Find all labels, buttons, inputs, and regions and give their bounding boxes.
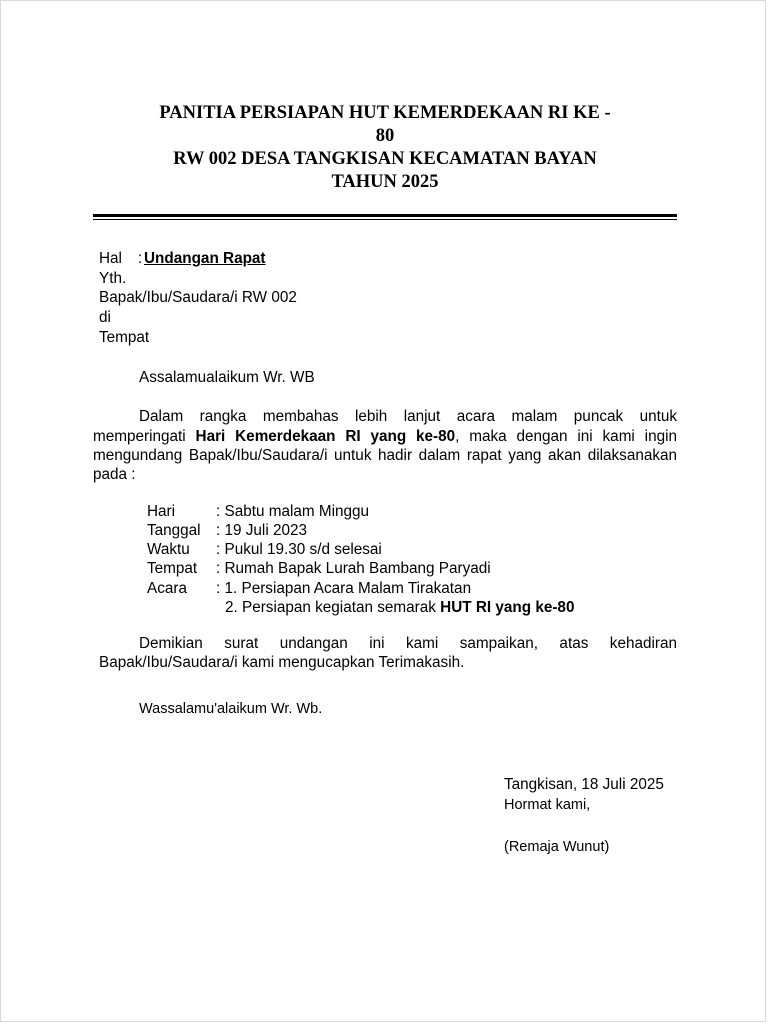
subject-value: Undangan Rapat [144,250,266,267]
header-line-3: RW 002 DESA TANGKISAN KECAMATAN BAYAN [173,149,597,169]
body-line-2 [93,427,677,447]
detail-tanggal-value: : 19 Juli 2023 [216,522,307,539]
body-line-3: mengundang Bapak/Ibu/Saudara/i untuk hadir dalam rapat yang akan dilaksanakan [93,447,677,464]
addressee-place: Tempat [99,329,150,346]
header-divider-thin [93,219,677,220]
body-line-4: pada : [93,466,136,483]
signature-place-date: Tangkisan, 18 Juli 2025 [504,776,664,793]
signature-name: (Remaja Wunut) [504,839,610,855]
body-line-2-bold: Hari Kemerdekaan RI yang ke-80 [195,428,456,445]
detail-hari-value: : Sabtu malam Minggu [216,503,370,520]
header-line-1: PANITIA PERSIAPAN HUT KEMERDEKAAN RI KE - [159,103,611,123]
body-line-2-post: , maka dengan ini kami ingin [455,428,678,445]
detail-tempat-value: : Rumah Bapak Lurah Bambang Paryadi [216,560,491,577]
detail-acara-label: Acara [147,580,187,597]
header-line-4: TAHUN 2025 [331,172,439,192]
body-line-2-pre: memperingati [93,428,196,445]
closing-line-1: Demikian surat undangan ini kami sampaikan, atas kehadiran [139,635,677,652]
detail-waktu-label: Waktu [147,541,190,558]
detail-waktu-value: : Pukul 19.30 s/d selesai [216,541,382,558]
subject-label: Hal [99,250,122,267]
subject-colon: : [138,250,143,267]
greeting: Assalamualaikum Wr. WB [139,369,315,386]
detail-tempat-label: Tempat [147,560,198,577]
body-line-1: Dalam rangka membahas lebih lanjut acara malam puncak untuk [139,408,677,425]
detail-hari-label: Hari [147,503,176,520]
detail-acara-item-2 [225,598,574,618]
detail-acara-value: : 1. Persiapan Acara Malam Tirakatan [216,580,472,597]
farewell: Wassalamu'alaikum Wr. Wb. [139,701,323,717]
addressee-recipient: Bapak/Ibu/Saudara/i RW 002 [99,289,297,306]
detail-tanggal-label: Tanggal [147,522,201,539]
header-line-2: 80 [375,126,395,146]
addressee-yth: Yth. [99,270,127,287]
header-divider-thick [93,214,677,217]
closing-line-2: Bapak/Ibu/Saudara/i kami mengucapkan Terimakasih. [99,654,465,671]
addressee-di: di [99,309,111,326]
detail-acara-item-2-bold: HUT RI yang ke-80 [440,599,575,616]
signature-regards: Hormat kami, [504,797,591,813]
letter-header [93,102,677,194]
detail-acara-item-2-pre: 2. Persiapan kegiatan semarak [225,599,441,616]
